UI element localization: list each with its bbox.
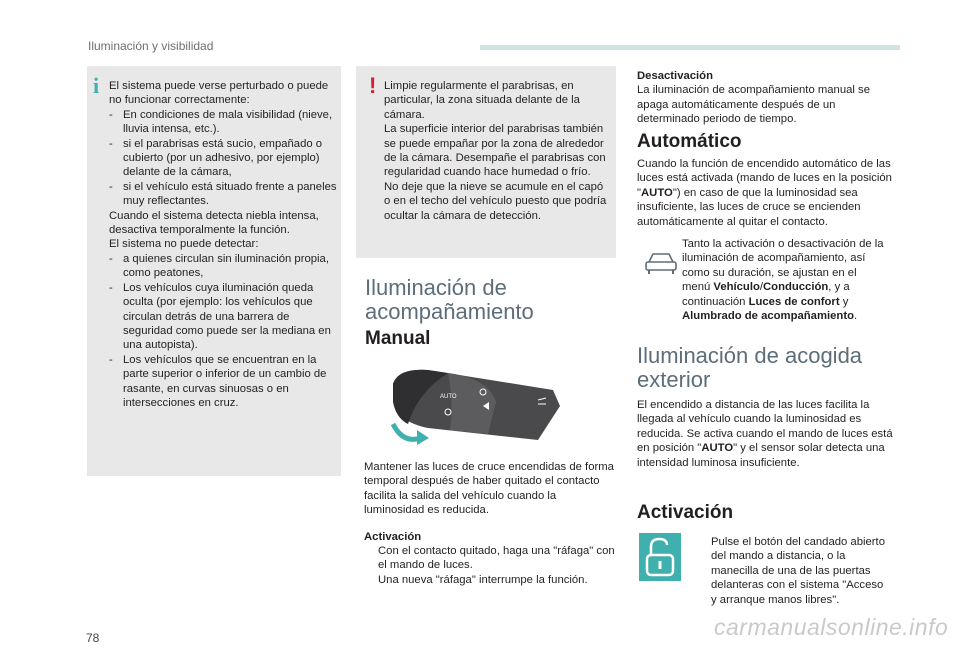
- list-item: - Los vehículos cuya iluminación queda oculta (por ejemplo: los vehículos que circulan detrás de una barrera de seguridad como puede ser la mediana en una autopista).: [109, 281, 331, 352]
- watermark: carmanualsonline.info: [714, 614, 949, 640]
- flash-arrow-icon: [389, 418, 431, 448]
- info-intro: El sistema puede verse perturbado o puede no funcionar correctamente:: [109, 80, 329, 107]
- info-cannot: El sistema no puede detectar:: [109, 238, 259, 251]
- page-number: 78: [86, 631, 100, 645]
- activacion-heading: Activación: [364, 531, 422, 543]
- activacion-steps: [364, 544, 618, 587]
- warning-box-text: Limpie regularmente el parabrisas, en particular, la zona situada delante de la cámara. La superficie interior del parabrisas también se puede empañar por la zona de alrededor de la cámara. Desempañe el parabrisas con regularidad cuando hace humedad o frío. No deje que la nieve se acumule en el capó o en el techo del vehículo puesto que podría ocultar la cámara de detección.: [384, 80, 607, 222]
- section-title-acompanamiento: Iluminación de acompañamiento: [365, 275, 534, 324]
- desactivacion-block: Desactivación La iluminación de acompañamiento manual se apaga automáticamente después de un determinado periodo de tiempo.: [637, 70, 870, 126]
- stalk-auto-label: AUTO: [440, 394, 457, 400]
- list-item: - si el parabrisas está sucio, empañado o cubierto (por un adhesivo, por ejemplo) delante de la cámara,: [109, 137, 323, 179]
- subtitle-manual: Manual: [365, 328, 431, 349]
- list-item: Con el contacto quitado, haga una "ráfaga" con el mando de luces.: [378, 545, 615, 572]
- acogida-text: El encendido a distancia de las luces facilita la llegada al vehículo cuando la luminosidad es reducida. Se activa cuando el mando de luces está en posición "AUTO" y el sensor solar detecta una intensidad luminosa insuficiente.: [637, 399, 893, 469]
- info-fog: Cuando el sistema detecta niebla intensa, desactiva temporalmente la función.: [109, 209, 319, 237]
- unlock-icon-box: [639, 533, 681, 581]
- subtitle-activacion: Activación: [637, 502, 734, 523]
- automatico-note: Tanto la activación o desactivación de la iluminación de acompañamiento, así como su duración, se ajustan en el menú Vehículo/Conducción, y a continuación Luces de confort y Alumbrado de acompañamiento.: [682, 238, 884, 323]
- list-item: - En condiciones de mala visibilidad (nieve, lluvia intensa, etc.).: [109, 108, 333, 136]
- automatico-text: Cuando la función de encendido automático de las luces está activada (mando de luces en la posición "AUTO") en caso de que la luminosidad sea insuficiente, las luces de cruce se encienden automáticamente al quitar el contacto.: [637, 158, 892, 228]
- unlocked-padlock-icon: [639, 533, 681, 581]
- header-bar: [480, 45, 900, 50]
- list-item: - a quienes circulan sin iluminación propia, como peatones,: [109, 252, 329, 280]
- list-item: - Los vehículos que se encuentran en la parte superior o inferior de un cambio de rasante, en curvas sinuosas o en intersecciones en cruz.: [109, 353, 327, 409]
- acogida-step: [697, 535, 887, 607]
- info-icon: i: [93, 73, 100, 98]
- warning-icon: !: [369, 73, 377, 98]
- list-item: Pulse el botón del candado abierto del mando a distancia, o la manecilla de una de las puertas delanteras con el sistema "Acceso y arranque manos libres".: [711, 536, 885, 606]
- info-box-text: [109, 79, 337, 410]
- running-header: Iluminación y visibilidad: [88, 39, 214, 53]
- list-item: Una nueva "ráfaga" interrumpe la función.: [378, 573, 588, 586]
- list-item: - si el vehículo está situado frente a paneles muy reflectantes.: [109, 180, 337, 208]
- acompanamiento-desc: Mantener las luces de cruce encendidas de forma temporal después de haber quitado el contacto facilita la salida del vehículo cuando la luminosidad es reducida.: [364, 461, 614, 517]
- section-title-acogida: Iluminación de acogida exterior: [637, 343, 863, 392]
- subtitle-automatico: Automático: [637, 131, 742, 152]
- car-settings-icon: [643, 250, 679, 276]
